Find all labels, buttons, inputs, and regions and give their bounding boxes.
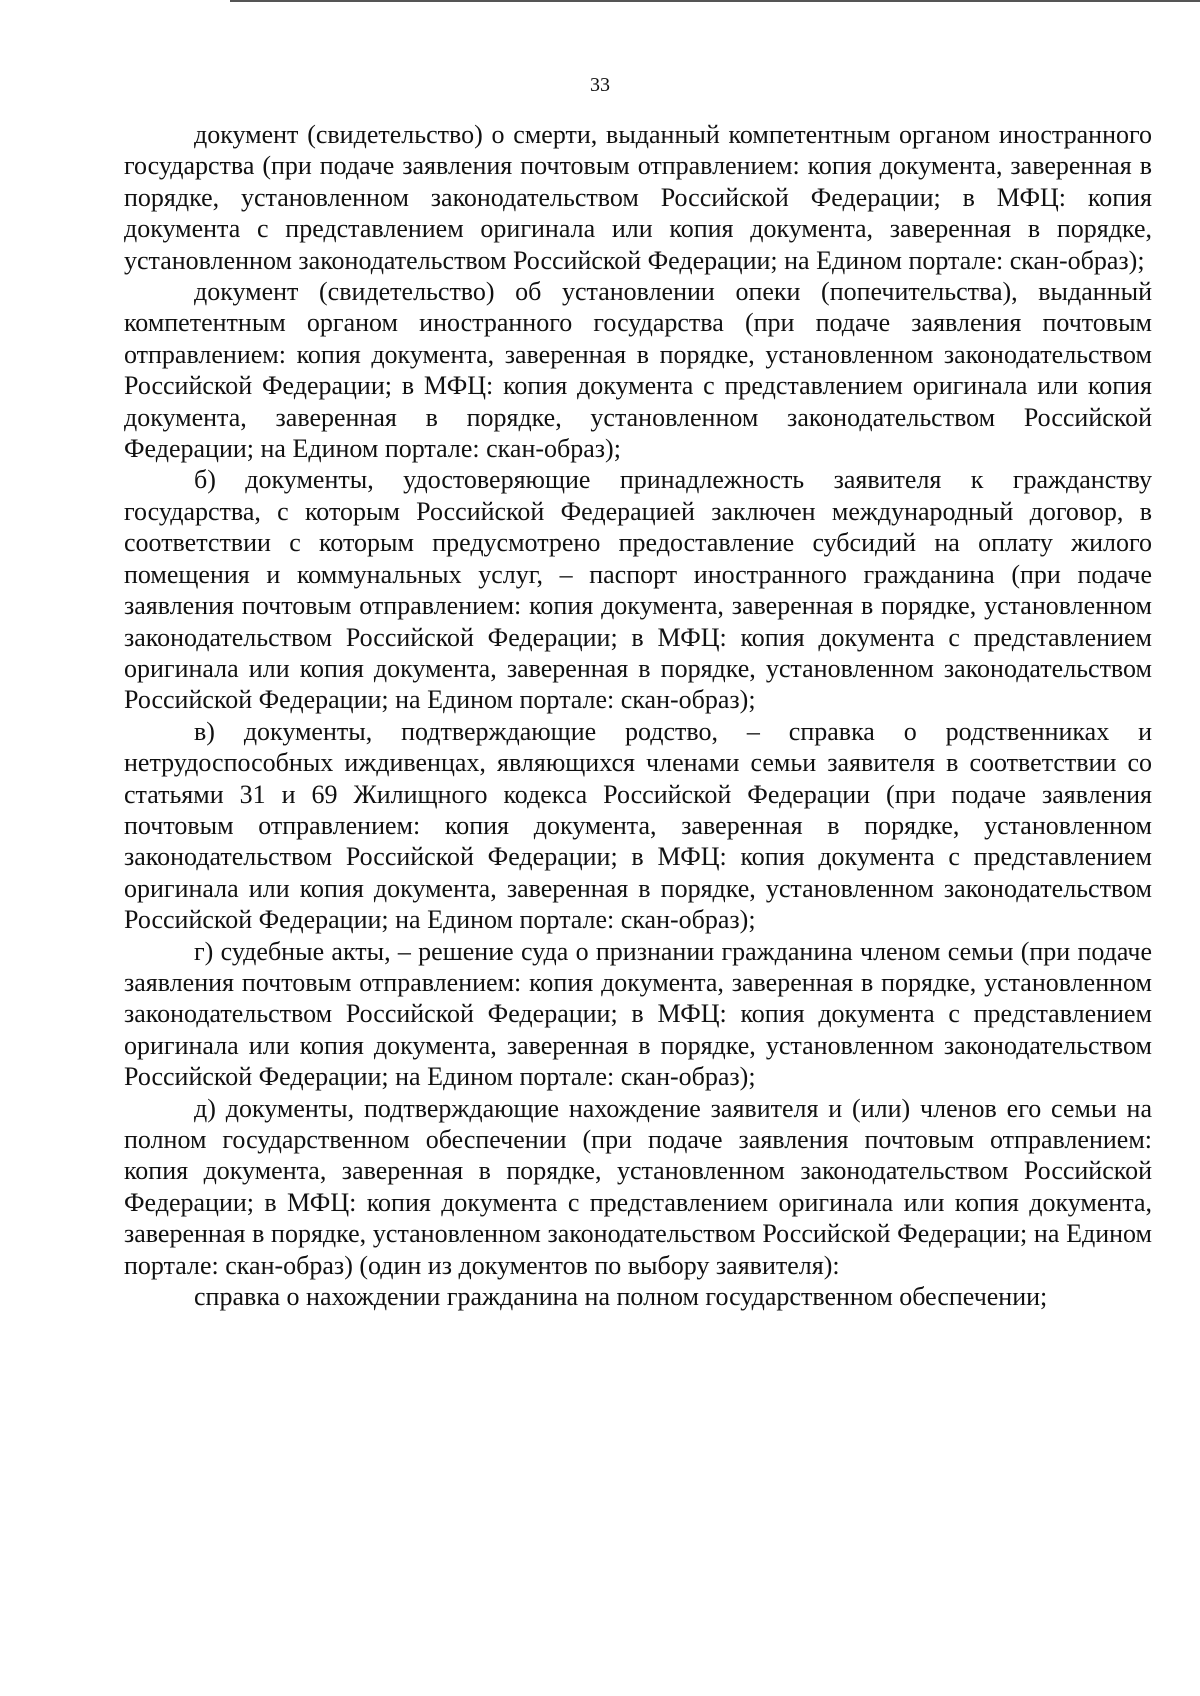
top-edge-rule: [230, 0, 1200, 2]
paragraph-state-support-certificate: справка о нахождении гражданина на полном государственном обеспечении;: [194, 1282, 1048, 1312]
paragraph-item-b-citizenship: б) документы, удостоверяющие принадлежность заявителя к гражданству государства, с которым Российской Федерацией заключен международный договор, в соответствии с которым предусмотрено предоставление субсидий на оплату жилого помещения и коммунальных услуг, – паспорт иностранного гражданина (при подаче заявления почтовым отправлением: копия документа, заверенная в порядке, установленном законодательством Российской Федерации; в МФЦ: копия документа с представлением оригинала или копия документа, заверенная в порядке, установленном законодательством Российской Федерации; на Едином портале: скан-образ);: [124, 465, 1152, 715]
paragraph-item-d-state-support: д) документы, подтверждающие нахождение заявителя и (или) членов его семьи на полном государственном обеспечении (при подаче заявления почтовым отправлением: копия документа, заверенная в порядке, установленном законодательством Российской Федерации; в МФЦ: копия документа с представлением оригинала или копия документа, заверенная в порядке, установленном законодательством Российской Федерации; на Едином портале: скан-образ) (один из документов по выбору заявителя):: [124, 1093, 1152, 1280]
page-number: 33: [590, 74, 610, 96]
paragraph-item-g-court-acts: г) судебные акты, – решение суда о признании гражданина членом семьи (при подаче заявления почтовым отправлением: копия документа, заверенная в порядке, установленном законодательством Российской Федерации; в МФЦ: копия документа с представлением оригинала или копия документа, заверенная в порядке, установленном законодательством Российской Федерации; на Едином портале: скан-образ);: [124, 936, 1152, 1092]
paragraph-death-certificate: документ (свидетельство) о смерти, выданный компетентным органом иностранного государства (при подаче заявления почтовым отправлением: копия документа, заверенная в порядке, установленном законодательством Российской Федерации; в МФЦ: копия документа с представлением оригинала или копия документа, заверенная в порядке, установленном законодательством Российской Федерации; на Едином портале: скан-образ);: [124, 120, 1152, 275]
body-text: [124, 119, 1152, 1312]
paragraph-item-v-kinship: в) документы, подтверждающие родство, – справка о родственниках и нетрудоспособных иждивенцах, являющихся членами семьи заявителя в соответствии со статьями 31 и 69 Жилищного кодекса Российской Федерации (при подаче заявления почтовым отправлением: копия документа, заверенная в порядке, установленном законодательством Российской Федерации; в МФЦ: копия документа с представлением оригинала или копия документа, заверенная в порядке, установленном законодательством Российской Федерации; на Едином портале: скан-образ);: [124, 716, 1152, 935]
paragraph-guardianship-certificate: документ (свидетельство) об установлении опеки (попечительства), выданный компетентным органом иностранного государства (при подаче заявления почтовым отправлением: копия документа, заверенная в порядке, установленном законодательством Российской Федерации; в МФЦ: копия документа с представлением оригинала или копия документа, заверенная в порядке, установленном законодательством Российской Федерации; на Едином портале: скан-образ);: [124, 277, 1152, 464]
